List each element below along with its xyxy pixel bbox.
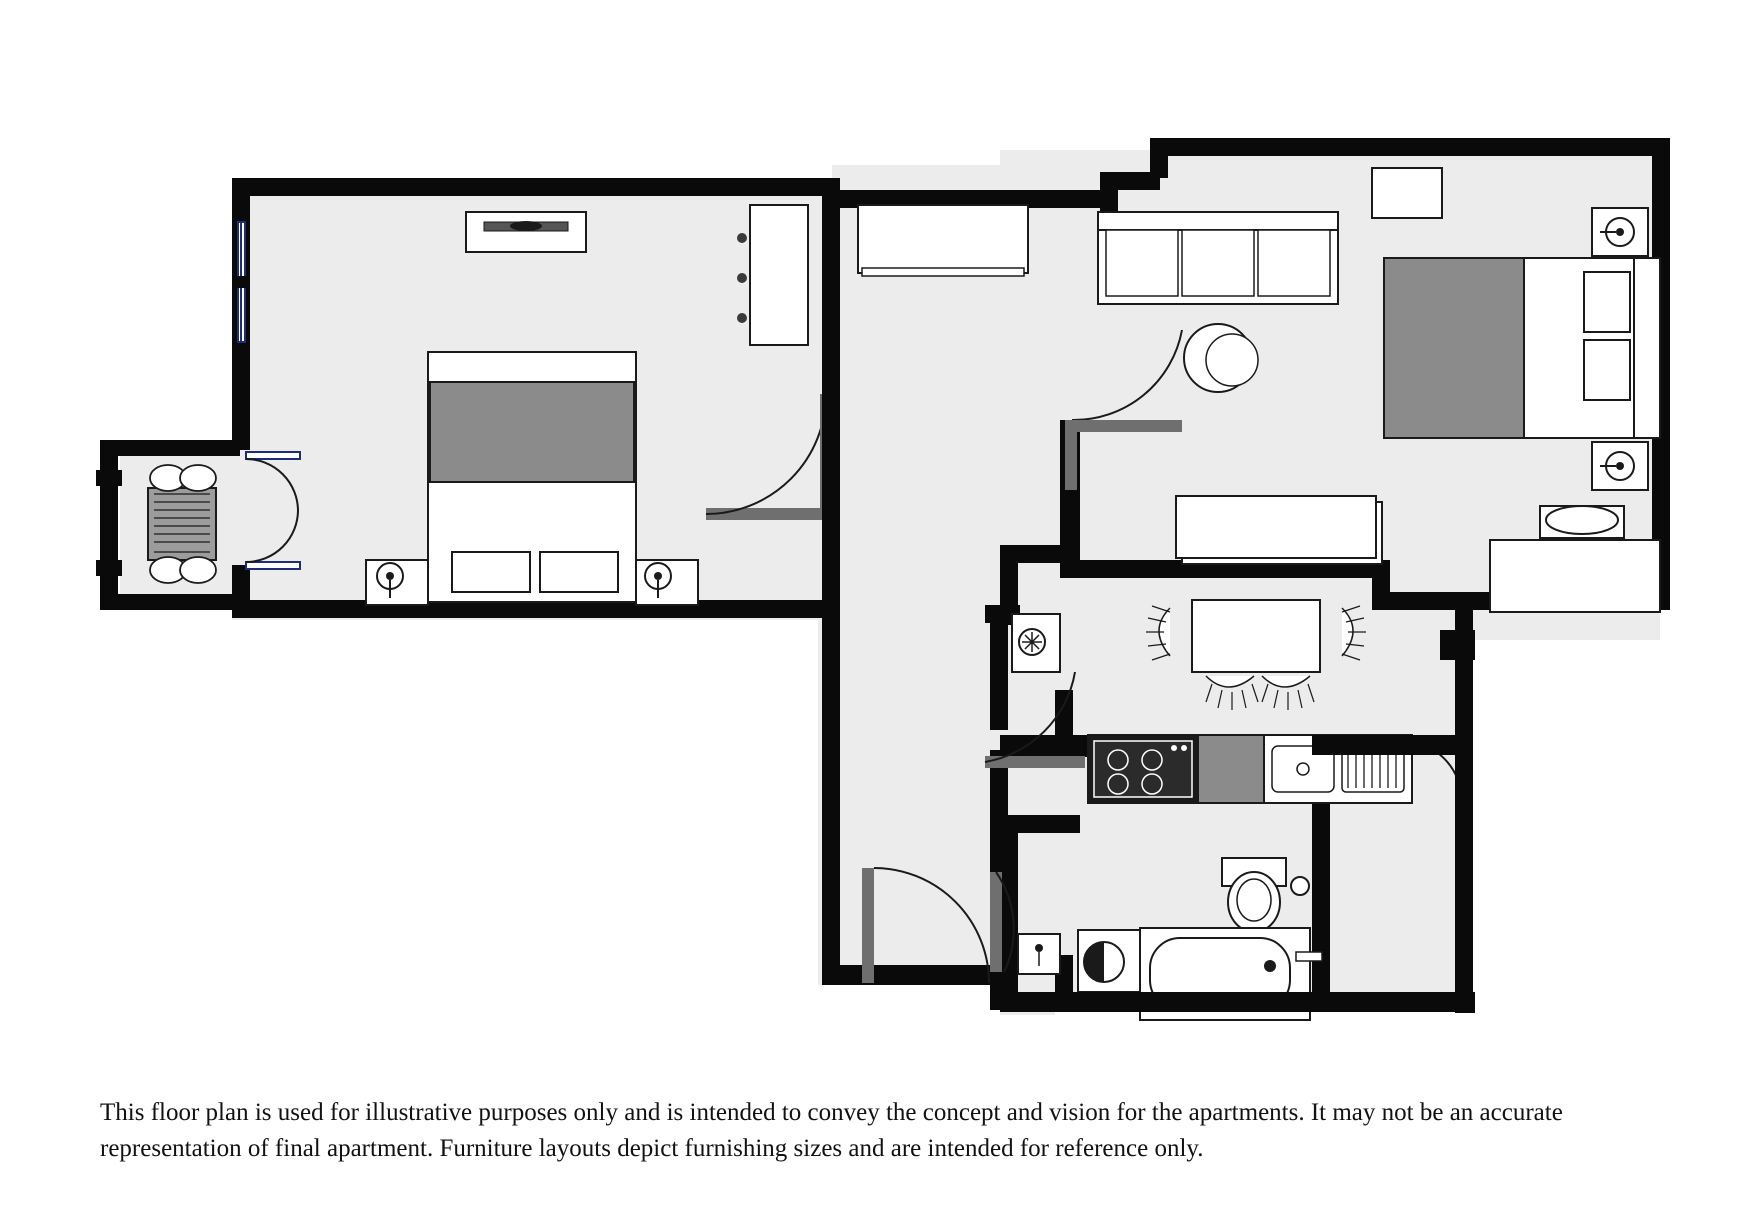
window-left <box>236 222 247 342</box>
disclaimer-text: This floor plan is used for illustrative purposes only and is intended to convey the concept and vision for the apartments. It may not be an accurate representation of final apartment. Furniture layouts depict furnishing sizes and are intended for reference only. <box>100 1099 1563 1162</box>
patio-table-1 <box>148 465 216 583</box>
window-balcony-bottom <box>246 562 300 569</box>
double-bed-2 <box>1384 258 1660 438</box>
console-1 <box>858 205 1028 276</box>
window-balcony-top <box>246 452 300 459</box>
bedside-lamp-4 <box>1592 442 1648 490</box>
bedside-lamp-2 <box>636 560 698 605</box>
double-bed-1 <box>428 352 636 602</box>
basin-1 <box>1078 930 1140 992</box>
fridge-1 <box>1012 614 1060 672</box>
kitchen-counter <box>1198 735 1264 803</box>
sideboard-top <box>1372 168 1442 218</box>
hob-1 <box>1088 735 1198 803</box>
tv-wall-1 <box>466 212 586 252</box>
sofa-1 <box>1098 212 1338 304</box>
bedside-lamp-3 <box>1592 208 1648 256</box>
bedside-lamp-1 <box>366 560 428 605</box>
desk-1 <box>1176 496 1382 564</box>
bathroom-cabinet <box>1018 934 1060 974</box>
